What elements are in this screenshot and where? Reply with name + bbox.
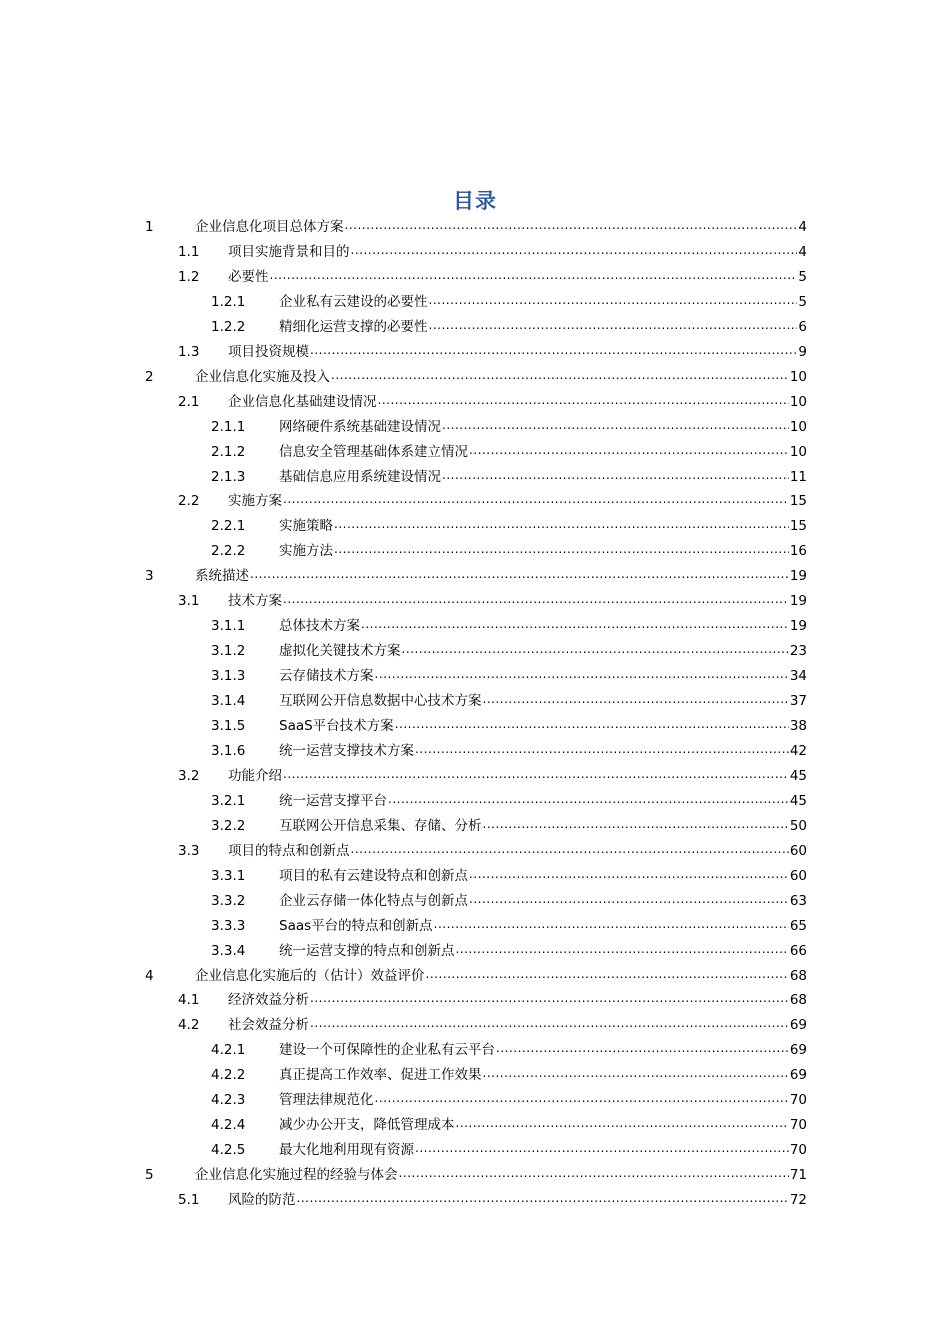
toc-entry-page-number: 23 <box>789 643 807 660</box>
toc-entry-title: 实施方法 <box>279 543 333 560</box>
toc-entry-page-number: 19 <box>789 593 807 610</box>
toc-dot-leader <box>375 1089 789 1111</box>
toc-entry[interactable] <box>211 291 807 313</box>
toc-entry-page-number: 69 <box>789 1017 807 1034</box>
toc-entry-title: 实施方案 <box>228 493 282 510</box>
toc-entry-number: 2.2.1 <box>211 518 246 535</box>
toc-entry-number: 4.2.5 <box>211 1142 246 1159</box>
toc-dot-leader <box>270 266 798 288</box>
toc-entry-number: 3.2.1 <box>211 792 246 809</box>
toc-entry-number: 4.1 <box>178 992 200 1009</box>
toc-entry-number: 2.2.2 <box>211 543 246 560</box>
toc-entry-title: 企业信息化基础建设情况 <box>228 393 377 410</box>
toc-dot-leader <box>415 1139 789 1161</box>
toc-entry-page-number: 68 <box>789 992 807 1009</box>
toc-dot-leader <box>351 840 789 862</box>
toc-dot-leader <box>442 466 789 488</box>
toc-entry-number: 4.2.3 <box>211 1092 246 1109</box>
toc-entry-page-number: 15 <box>789 493 807 510</box>
toc-entry-number: 3.1.5 <box>211 718 246 734</box>
toc-entry-page-number: 45 <box>789 792 807 809</box>
toc-entry[interactable] <box>211 640 807 662</box>
toc-entry[interactable] <box>145 565 807 587</box>
toc-entry[interactable] <box>178 590 807 612</box>
toc-dot-leader <box>345 216 798 238</box>
toc-entry[interactable] <box>145 216 807 238</box>
toc-entry-title: 网络硬件系统基础建设情况 <box>279 418 441 435</box>
toc-entry-title: 建设一个可保障性的企业私有云平台 <box>279 1042 495 1059</box>
toc-entry-number: 5.1 <box>178 1192 200 1209</box>
toc-entry-number: 3.1.4 <box>211 693 246 710</box>
toc-entry-title: 虚拟化关键技术方案 <box>279 643 401 660</box>
toc-entry[interactable] <box>145 965 807 987</box>
toc-entry-page-number: 38 <box>789 718 807 734</box>
toc-entry[interactable] <box>211 940 807 962</box>
toc-entry-title: 管理法律规范化 <box>279 1092 374 1109</box>
toc-dot-leader <box>483 1064 789 1086</box>
toc-dot-leader <box>334 540 789 562</box>
toc-entry[interactable] <box>211 1114 807 1136</box>
toc-entry[interactable] <box>178 1189 807 1211</box>
toc-entry-title: 企业信息化实施过程的经验与体会 <box>195 1167 398 1184</box>
toc-entry[interactable] <box>178 840 807 862</box>
toc-entry-number: 3.2.2 <box>211 817 246 834</box>
toc-entry[interactable] <box>211 1139 807 1161</box>
toc-entry-title: Saas平台的特点和创新点 <box>279 917 433 934</box>
toc-entry-title: 实施策略 <box>279 518 333 535</box>
toc-dot-leader <box>310 989 789 1011</box>
toc-entry-page-number: 63 <box>789 892 807 909</box>
toc-entry-page-number: 10 <box>789 418 807 435</box>
toc-entry-title: 互联网公开信息采集、存储、分析 <box>279 817 482 834</box>
toc-entry-title: 系统描述 <box>195 568 249 585</box>
toc-entry-page-number: 34 <box>789 668 807 685</box>
toc-entry-page-number: 37 <box>789 693 807 710</box>
toc-entry-page-number: 69 <box>789 1067 807 1084</box>
toc-heading: 目录 <box>453 189 497 213</box>
toc-entry-title: SaaS平台技术方案 <box>279 718 394 734</box>
toc-dot-leader <box>283 590 789 612</box>
toc-entry-title: 精细化运营支撑的必要性 <box>279 318 428 335</box>
toc-entry-title: 技术方案 <box>228 593 282 610</box>
toc-entry[interactable] <box>178 490 807 512</box>
toc-entry-page-number: 10 <box>789 393 807 410</box>
toc-entry-title: 社会效益分析 <box>228 1017 309 1034</box>
toc-entry[interactable] <box>211 865 807 887</box>
toc-entry-number: 4.2 <box>178 1017 200 1034</box>
toc-entry-title: 统一运营支撑技术方案 <box>279 742 414 759</box>
toc-dot-leader <box>250 565 789 587</box>
toc-dot-leader <box>310 341 797 363</box>
toc-entry[interactable] <box>178 391 807 413</box>
toc-entry-number: 1.2.1 <box>211 293 246 310</box>
toc-entry-title: 企业信息化项目总体方案 <box>195 219 344 235</box>
toc-entry[interactable] <box>145 366 807 388</box>
toc-dot-leader <box>456 940 789 962</box>
toc-entry-number: 1.3 <box>178 343 200 360</box>
toc-entry[interactable] <box>178 989 807 1011</box>
toc-entry[interactable] <box>211 615 807 637</box>
toc-entry-number: 4.2.2 <box>211 1067 246 1084</box>
toc-dot-leader <box>375 665 789 687</box>
toc-dot-leader <box>283 765 789 787</box>
toc-entry-page-number: 4 <box>798 243 807 260</box>
toc-dot-leader <box>442 416 789 438</box>
toc-dot-leader <box>402 640 789 662</box>
toc-dot-leader <box>283 490 789 512</box>
toc-entry-title: 项目的特点和创新点 <box>228 842 350 859</box>
toc-entry-page-number: 60 <box>789 842 807 859</box>
toc-dot-leader <box>483 690 789 712</box>
toc-entry-page-number: 19 <box>789 568 807 585</box>
toc-entry-page-number: 50 <box>789 817 807 834</box>
toc-entry[interactable] <box>211 690 807 712</box>
toc-entry-number: 3.2 <box>178 767 200 784</box>
toc-entry-number: 3.1.6 <box>211 742 246 759</box>
toc-entry[interactable] <box>211 1039 807 1061</box>
toc-entry[interactable] <box>211 316 807 338</box>
toc-entry[interactable] <box>211 790 807 812</box>
toc-entry-number: 1.2 <box>178 268 200 285</box>
toc-dot-leader <box>297 1189 789 1211</box>
toc-entry-page-number: 5 <box>798 293 807 310</box>
toc-entry-title: 信息安全管理基础体系建立情况 <box>279 443 468 460</box>
toc-entry-title: 项目的私有云建设特点和创新点 <box>279 867 468 884</box>
toc-entry-page-number: 42 <box>789 742 807 759</box>
toc-entry-title: 企业信息化实施后的（估计）效益评价 <box>195 967 425 984</box>
toc-entry[interactable] <box>211 815 807 837</box>
toc-entry[interactable] <box>211 740 807 762</box>
toc-entry-number: 3.3.2 <box>211 892 246 909</box>
toc-dot-leader <box>429 316 798 338</box>
toc-entry-page-number: 9 <box>798 343 807 360</box>
toc-entry-number: 4.2.1 <box>211 1042 246 1059</box>
toc-entry[interactable] <box>211 466 807 488</box>
toc-dot-leader <box>388 790 789 812</box>
toc-entry-number: 2 <box>145 368 154 385</box>
toc-dot-leader <box>399 1164 789 1186</box>
toc-entry-page-number: 45 <box>789 767 807 784</box>
toc-entry-number: 4.2.4 <box>211 1117 246 1134</box>
toc-entry-number: 2.1 <box>178 393 200 410</box>
toc-entry[interactable] <box>211 540 807 562</box>
toc-dot-leader <box>429 291 798 313</box>
toc-entry[interactable] <box>211 1064 807 1086</box>
toc-entry-title: 功能介绍 <box>228 767 282 784</box>
toc-dot-leader <box>378 391 789 413</box>
toc-entry-page-number: 70 <box>789 1142 807 1159</box>
toc-entry-title: 项目投资规模 <box>228 343 309 360</box>
toc-entry-page-number: 10 <box>789 443 807 460</box>
toc-entry-title: 企业云存储一体化特点与创新点 <box>279 892 468 909</box>
toc-entry-number: 3.3.3 <box>211 917 246 934</box>
toc-entry-number: 4 <box>145 967 154 984</box>
toc-entry-number: 3.1.1 <box>211 618 246 635</box>
toc-entry-number: 3 <box>145 568 154 585</box>
toc-entry-page-number: 70 <box>789 1117 807 1134</box>
toc-dot-leader <box>415 740 789 762</box>
toc-entry-page-number: 10 <box>789 368 807 385</box>
toc-entry-number: 2.1.2 <box>211 443 246 460</box>
toc-entry-page-number: 71 <box>789 1167 807 1184</box>
toc-entry[interactable] <box>178 1014 807 1036</box>
toc-entry-title: 基础信息应用系统建设情况 <box>279 468 441 485</box>
toc-dot-leader <box>434 915 789 937</box>
toc-dot-leader <box>483 815 789 837</box>
toc-dot-leader <box>469 441 789 463</box>
toc-entry[interactable] <box>178 266 807 288</box>
toc-entry[interactable] <box>211 915 807 937</box>
toc-entry[interactable] <box>211 515 807 537</box>
toc-entry-title: 统一运营支撑的特点和创新点 <box>279 942 455 959</box>
toc-entry-number: 2.1.1 <box>211 418 246 435</box>
toc-entry-number: 3.1.2 <box>211 643 246 660</box>
toc-entry-number: 1.2.2 <box>211 318 246 335</box>
toc-entry-title: 必要性 <box>228 268 269 285</box>
toc-entry-number: 3.1.3 <box>211 668 246 685</box>
toc-entry-title: 项目实施背景和目的 <box>228 243 350 260</box>
toc-entry-number: 1.1 <box>178 243 200 260</box>
toc-entry-page-number: 16 <box>789 543 807 560</box>
toc-entry-number: 3.3.4 <box>211 942 246 959</box>
toc-entry-number: 3.3.1 <box>211 867 246 884</box>
toc-entry[interactable] <box>178 765 807 787</box>
toc-entry-page-number: 69 <box>789 1042 807 1059</box>
toc-entry-title: 企业信息化实施及投入 <box>195 368 330 385</box>
toc-entry-page-number: 65 <box>789 917 807 934</box>
toc-entry-page-number: 19 <box>789 618 807 635</box>
toc-entry-page-number: 6 <box>798 318 807 335</box>
toc-entry-number: 3.3 <box>178 842 200 859</box>
toc-entry-title: 总体技术方案 <box>279 618 360 635</box>
toc-entry-page-number: 70 <box>789 1092 807 1109</box>
toc-dot-leader <box>351 241 798 263</box>
toc-entry[interactable] <box>211 665 807 687</box>
toc-entry[interactable] <box>178 241 807 263</box>
toc-entry[interactable] <box>211 890 807 912</box>
toc-entry-title: 统一运营支撑平台 <box>279 792 387 809</box>
toc-entry[interactable] <box>145 1164 807 1186</box>
toc-entry-title: 减少办公开支，降低管理成本 <box>279 1117 455 1134</box>
toc-entry-title: 最大化地利用现有资源 <box>279 1142 414 1159</box>
toc-entry-title: 风险的防范 <box>228 1192 296 1209</box>
toc-entry-number: 2.2 <box>178 493 200 510</box>
toc-entry[interactable] <box>211 416 807 438</box>
toc-dot-leader <box>426 965 789 987</box>
toc-dot-leader <box>456 1114 789 1136</box>
toc-dot-leader <box>496 1039 789 1061</box>
toc-entry[interactable] <box>211 715 807 737</box>
toc-entry-page-number: 4 <box>798 219 807 235</box>
toc-entry-page-number: 11 <box>789 468 807 485</box>
toc-dot-leader <box>361 615 789 637</box>
toc-entry-title: 经济效益分析 <box>228 992 309 1009</box>
toc-entry-page-number: 68 <box>789 967 807 984</box>
toc-entry-page-number: 60 <box>789 867 807 884</box>
toc-entry-page-number: 5 <box>798 268 807 285</box>
toc-entry-title: 云存储技术方案 <box>279 668 374 685</box>
toc-entry[interactable] <box>211 1089 807 1111</box>
toc-entry-title: 真正提高工作效率、促进工作效果 <box>279 1067 482 1084</box>
toc-dot-leader <box>310 1014 789 1036</box>
toc-entry-number: 3.1 <box>178 593 200 610</box>
toc-dot-leader <box>331 366 789 388</box>
toc-entry[interactable] <box>211 441 807 463</box>
toc-entry-title: 企业私有云建设的必要性 <box>279 293 428 310</box>
toc-dot-leader <box>395 715 789 737</box>
toc-dot-leader <box>469 865 789 887</box>
toc-entry-page-number: 72 <box>789 1192 807 1209</box>
toc-entry-number: 2.1.3 <box>211 468 246 485</box>
toc-dot-leader <box>469 890 789 912</box>
toc-entry-page-number: 66 <box>789 942 807 959</box>
toc-entry[interactable] <box>178 341 807 363</box>
toc-entry-page-number: 15 <box>789 518 807 535</box>
toc-entry-number: 5 <box>145 1167 154 1184</box>
toc-entry-title: 互联网公开信息数据中心技术方案 <box>279 693 482 710</box>
toc-entry-number: 1 <box>145 219 154 235</box>
toc-dot-leader <box>334 515 789 537</box>
